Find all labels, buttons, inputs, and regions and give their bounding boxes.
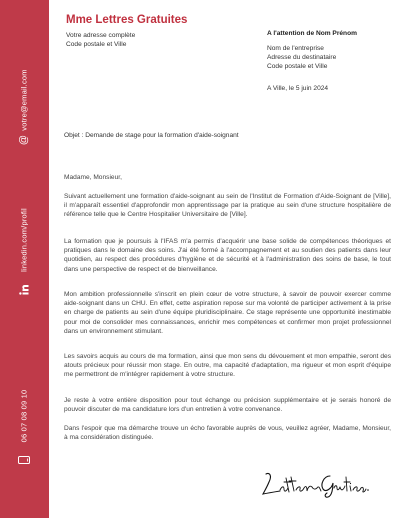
phone-icon — [18, 455, 30, 465]
sidebar-email: votre@email.com — [19, 69, 29, 131]
at-sign-icon: @ — [18, 134, 30, 146]
paragraph-4: Les savoirs acquis au cours de ma formation, ainsi que mon sens du dévouement et mon empathie, seront des atouts précieux pour réussir mon stage. En outre, ma capacité d'adaptation, ma rigueur et mon esprit d'équipe me permettront de m'intégrer rapidement à votre structure. — [64, 353, 391, 379]
sidebar-phone: 06 07 08 09 10 — [19, 389, 29, 443]
recipient-address: Adresse du destinataire — [267, 54, 337, 61]
sender-address: Votre adresse complète — [66, 32, 136, 39]
recipient-company: Nom de l'entreprise — [267, 45, 324, 52]
recipient-title: A l'attention de Nom Prénom — [267, 30, 357, 37]
paragraph-1: Suivant actuellement une formation d'aide-soignant au sein de l'Institut de Formation d'Aide-Soignant de [Ville], il m'apparaît essentiel d'approfondir mon apprentissage par la pratique au sein d'une structure hospitalière de référence telle que le Centre Hospitalier Universitaire de [Ville]. — [64, 193, 391, 219]
signature — [260, 468, 370, 498]
paragraph-6: Dans l'espoir que ma démarche trouve un écho favorable auprès de vous, veuillez agréer, Madame, Monsieur, à ma considération distinguée. — [64, 425, 391, 442]
letter-date: A Ville, le 5 juin 2024 — [267, 85, 329, 92]
paragraph-5: Je reste à votre entière disposition pour tout échange ou précision supplémentaire et je serais honoré de pouvoir discuter de ma candidature lors d'un entretien à votre convenance. — [64, 397, 391, 414]
sender-name: Mme Lettres Gratuites — [66, 14, 188, 26]
paragraph-3: Mon ambition professionnelle s'inscrit en plein cœur de votre structure, à savoir de pouvoir exercer comme aide-soignant dans un CHU. En effet, cette aspiration repose sur ma volonté de participer activement à la prise en charge de patients au sein d'une équipe pluridisciplinaire. Ce stage représente une opportunité inestimable pour moi de consolider mes connaissances, enrichir mes compétences et confirmer mon projet professionnel dans un environnement stimulant. — [64, 291, 391, 335]
linkedin-icon — [19, 285, 29, 295]
letter-content — [49, 0, 400, 518]
paragraph-2: La formation que je poursuis à l'IFAS m'a permis d'acquérir une base solide de compétences théoriques et pratiques dans le domaine des soins. J'ai été formé à l'accompagnement et au soutien des patients dans leur quotidien, au respect des procédures d'hygiène et de sécurité et à l'administration des soins de base, le tout dans une perspective de respect et de bienveillance. — [64, 238, 391, 273]
sender-city: Code postale et Ville — [66, 41, 127, 48]
recipient-city: Code postale et Ville — [267, 63, 328, 70]
greeting: Madame, Monsieur, — [64, 174, 122, 181]
letter-object: Objet : Demande de stage pour la formation d'aide-soignant — [64, 132, 239, 139]
sidebar — [0, 0, 49, 518]
sidebar-linkedin: linkedin.com/profil — [19, 208, 29, 272]
